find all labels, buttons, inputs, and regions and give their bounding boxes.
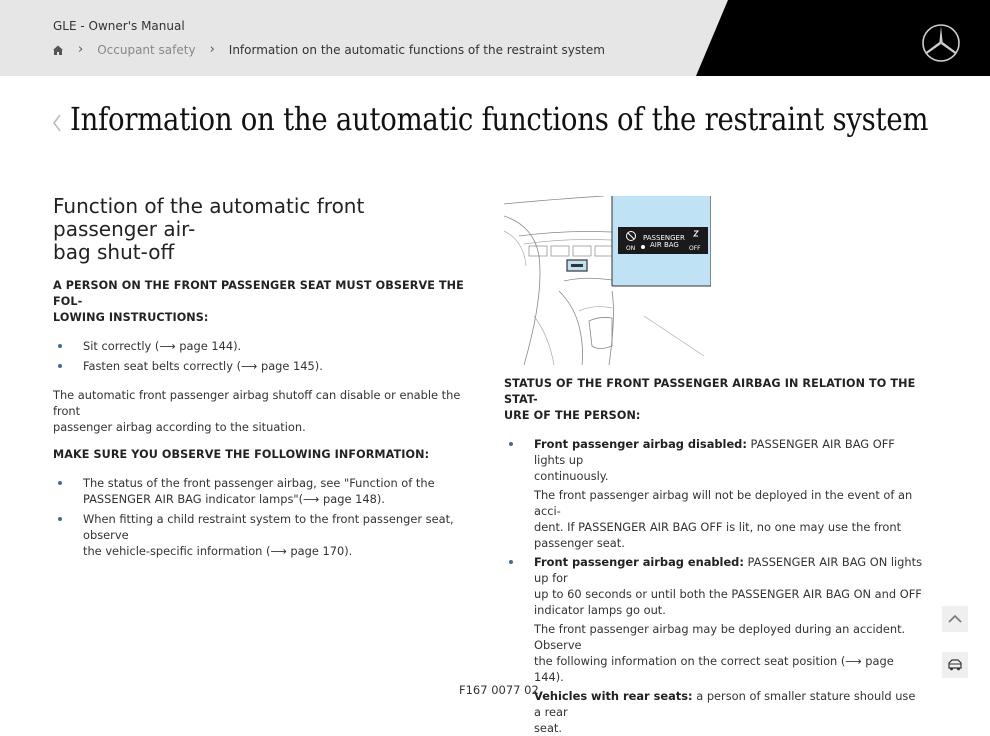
- status-heading: STATUS OF THE FRONT PASSENGER AIRBAG IN RELATION TO THE STAT- URE OF THE PERSON:: [504, 377, 916, 422]
- breadcrumb-occupant-safety[interactable]: Occupant safety: [97, 42, 196, 57]
- status-list: [504, 436, 924, 484]
- svg-text:OFF: OFF: [689, 245, 701, 252]
- page-title: Information on the automatic functions of the restraint system: [70, 100, 929, 138]
- airbag-indicator-figure: [504, 196, 711, 365]
- chevron-left-icon[interactable]: [50, 112, 64, 134]
- enabled-detail: The front passenger airbag may be deployed during an accident. Observe the following information on the correct seat position (⟶ page 144).: [534, 622, 906, 684]
- chevron-right-icon: ›: [78, 42, 84, 57]
- breadcrumb: [52, 42, 605, 57]
- chevron-right-icon: ›: [209, 42, 215, 57]
- manual-title[interactable]: GLE - Owner's Manual: [53, 19, 185, 33]
- dashboard-illustration: [504, 196, 711, 365]
- disabled-detail: The front passenger airbag will not be deployed in the event of an acci- dent. If PASSENGER AIR BAG OFF is lit, no one may use the front passenger seat.: [534, 488, 913, 550]
- home-icon[interactable]: [52, 44, 64, 56]
- mercedes-star-logo[interactable]: [921, 23, 961, 63]
- right-column: [504, 376, 924, 736]
- list-item: Fasten seat belts correctly (⟶ page 145).: [53, 358, 473, 374]
- info-heading: MAKE SURE YOU OBSERVE THE FOLLOWING INFORMATION:: [53, 448, 430, 461]
- status-list-2: [504, 554, 924, 618]
- left-column: [53, 195, 473, 559]
- list-item-airbag-enabled: Front passenger airbag enabled: PASSENGER AIR BAG ON lights up for up to 60 seconds or until both the PASSENGER AIR BAG ON and OFF indicator lamps go out.: [504, 554, 924, 618]
- instruction-list: [53, 338, 473, 374]
- breadcrumb-current: Information on the automatic functions of the restraint system: [228, 42, 605, 57]
- vehicle-button[interactable]: [942, 652, 968, 678]
- svg-text:AIR BAG: AIR BAG: [650, 241, 679, 249]
- instruction-heading: A PERSON ON THE FRONT PASSENGER SEAT MUST OBSERVE THE FOL- LOWING INSTRUCTIONS:: [53, 279, 464, 324]
- figure-label: F167 0077 02: [459, 683, 539, 697]
- vehicle-icon: [947, 659, 963, 671]
- info-list: [53, 475, 473, 559]
- list-item: When fitting a child restraint system to the front passenger seat, observe the vehicle-specific information (⟶ page 170).: [53, 511, 473, 559]
- svg-text:ON: ON: [626, 245, 636, 252]
- list-item: Sit correctly (⟶ page 144).: [53, 338, 473, 354]
- list-item-airbag-disabled: Front passenger airbag disabled: PASSENGER AIR BAG OFF lights up continuously.: [504, 436, 924, 484]
- list-item: The status of the front passenger airbag, see "Function of the PASSENGER AIR BAG indicator lamps"(⟶ page 148).: [53, 475, 473, 507]
- scroll-up-button[interactable]: [942, 606, 968, 632]
- section-heading: Function of the automatic front passenger air- bag shut-off: [53, 194, 365, 264]
- description-paragraph: The automatic front passenger airbag shutoff can disable or enable the front passenger airbag according to the situation.: [53, 388, 461, 434]
- chevron-up-icon: [948, 614, 962, 624]
- svg-text:PASSENGER: PASSENGER: [643, 234, 685, 242]
- rear-seats-note: Vehicles with rear seats: a person of smaller stature should use a rear seat.: [534, 689, 916, 735]
